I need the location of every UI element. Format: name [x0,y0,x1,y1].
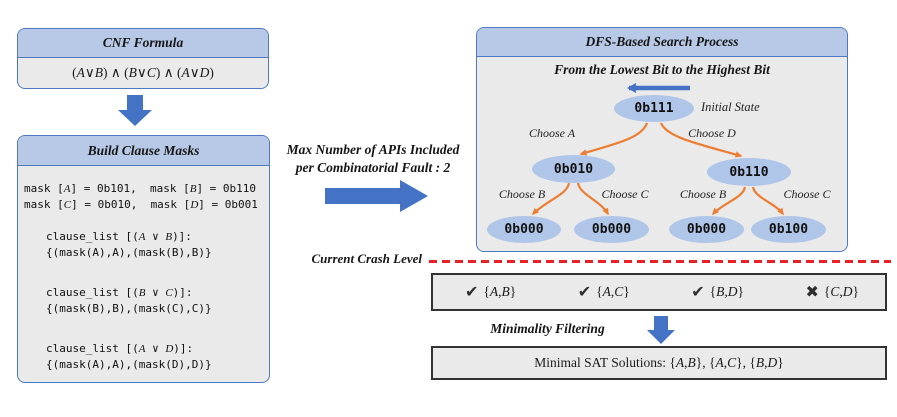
clause-group [46,285,267,317]
clause-list-body: {(mask(B),B),(mask(C),C)} [46,302,212,315]
edge-label-choose-c-left: Choose C [601,187,649,201]
edge-label-choose-c-right: Choose C [783,187,831,201]
clause-list-header: clause_list [(A ∨ D)]: [46,342,194,355]
max-apis-label [277,141,469,177]
fault-set-label: {B,D} [709,284,744,299]
tree-node-mid-right: 0b110 [707,158,791,186]
tree-node-leaf-2: 0b000 [574,216,649,243]
build-clause-masks-box [17,135,270,383]
fault-results-box [431,273,887,311]
fault-set-label: {C,D} [823,284,859,299]
clause-list-header: clause_list [(B ∨ C)]: [46,286,193,299]
clause-list-header: clause_list [(A ∨ B)]: [46,230,192,243]
initial-state-label: Initial State [701,100,760,114]
fault-result-item [578,284,630,300]
tree-node-leaf-4: 0b100 [751,216,826,243]
tree-node-mid-left: 0b010 [532,155,615,183]
edge-choose-c-right [753,187,783,214]
flow-down-arrow-icon [118,95,152,126]
clause-list-body: {(mask(A),A),(mask(D),D)} [46,358,212,371]
filtering-down-arrow-icon [647,316,675,344]
crash-level-dashed-line [429,260,891,263]
clause-list-body: {(mask(A),A),(mask(B),B)} [46,246,212,259]
fault-result-item [691,284,744,300]
fault-set-label: {A,C} [596,284,630,299]
build-clause-masks-body [24,165,267,373]
cnf-formula-text: ( A ∨ B ) ∧ ( B ∨ C ) ∧ ( A ∨ D ) [72,64,214,80]
current-crash-level-label: Current Crash Level [311,251,422,266]
fault-set-label: {A,B} [483,284,517,299]
flow-right-arrow-icon [325,180,428,212]
max-apis-line2: per Combinatorial Fault : 2 [295,160,451,175]
edge-label-choose-a: Choose A [528,126,576,140]
edge-label-choose-b-left: Choose B [498,187,546,201]
fault-result-item [805,284,859,300]
cnf-formula-title: CNF Formula [18,29,268,58]
tree-node-leaf-3: 0b000 [669,216,744,243]
dfs-search-box [476,27,848,252]
cnf-formula-box [17,28,269,89]
dfs-subtitle: From the Lowest Bit to the Highest Bit [554,62,770,77]
check-icon: ✔ [465,282,479,301]
fault-result-item [465,284,516,300]
max-apis-line1: Max Number of APIs Included [286,142,460,157]
tree-node-leaf-1: 0b000 [487,216,561,243]
clause-group [46,341,267,373]
check-icon: ✔ [691,282,705,301]
minimality-filtering-label: Minimality Filtering [490,321,605,336]
mask-line: mask [C] = 0b010, mask [D] = 0b001 [24,198,258,211]
dfs-search-title: DFS-Based Search Process [477,28,847,57]
build-clause-masks-title: Build Clause Masks [18,136,269,166]
edge-label-choose-b-right: Choose B [679,187,727,201]
cross-icon: ✖ [805,282,819,301]
edge-label-choose-d: Choose D [688,126,736,140]
minimal-sat-solutions-box: Minimal SAT Solutions: { A , B }, { A , C }, { B , D } [431,346,887,380]
mask-line: mask [A] = 0b101, mask [B] = 0b110 [24,182,257,195]
tree-node-root: 0b111 [614,95,694,122]
clause-group [46,229,267,261]
edge-choose-a [581,123,647,154]
check-icon: ✔ [577,282,592,301]
